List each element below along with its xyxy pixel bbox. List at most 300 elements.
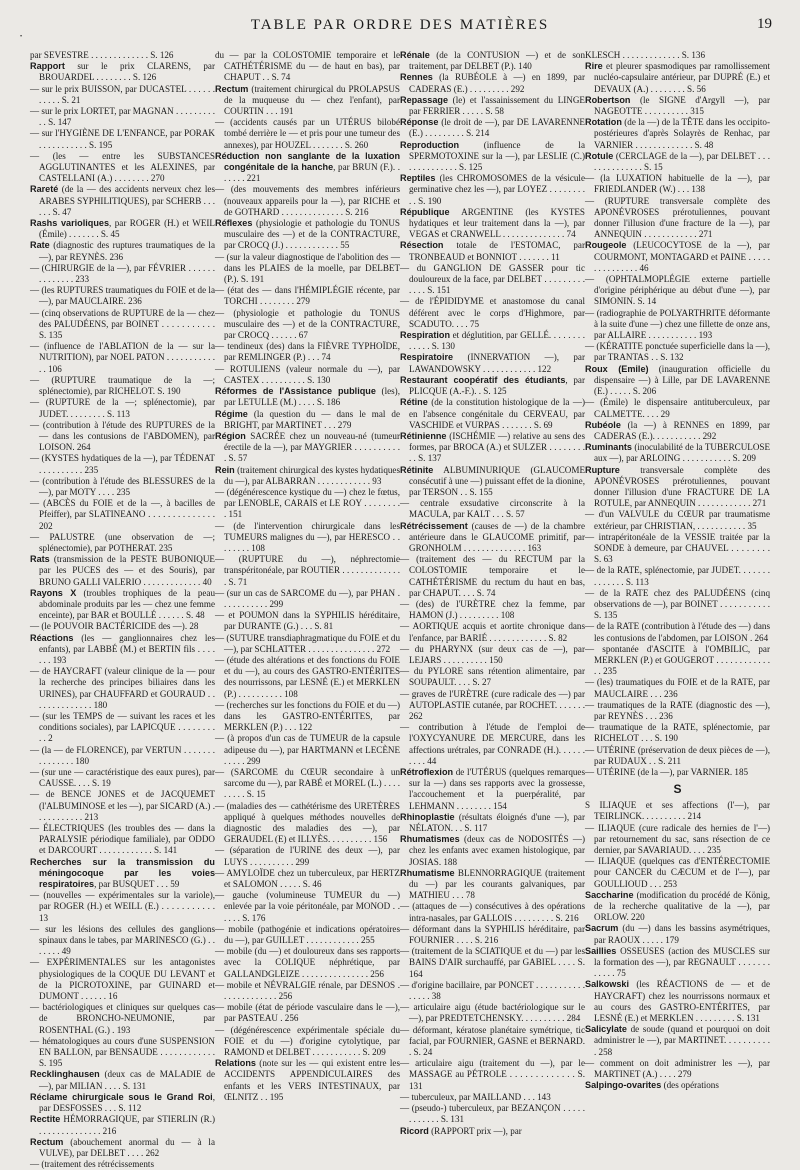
entry-text: — (dégénérescence kystique du —) chez le fœtus, par LENOBLE, CARAIS et LE ROY . . . . . . . . . 151 xyxy=(215,486,400,520)
index-entry xyxy=(30,84,215,106)
entry-text: — ILIAQUE (quelques cas d'ENTÉRECTOMIE pour CANCER du CÆCUM et de l'—), par GOULLIOUD . . . 253 xyxy=(585,856,770,889)
entry-text: — et POUMON dans la SYPHILIS héréditaire, par DURANTE (G.) . . . S. 81 xyxy=(215,610,400,632)
index-entry xyxy=(400,599,585,621)
entry-text: — du PYLORE sans rétention alimentaire, par SOUPAULT. . . . S. 27 xyxy=(400,666,585,688)
entry-text: , par BUSQUET . . . 59 xyxy=(94,879,180,890)
entry-text: — (pseudo-) tuberculeux, par BEZANÇON . . . . . . . . . . . . S. 131 xyxy=(400,1103,585,1125)
entry-text: — centrale exsudative circonscrite à la MACULA, par KALT . . . S. 57 xyxy=(400,498,585,520)
index-entry xyxy=(585,1080,770,1091)
entry-text: — bactériologiques et cliniques sur quelques cas de BRONCHO-NEUMONIE, par ROSENTHAL (G.) . 193 xyxy=(30,1002,215,1035)
index-entry xyxy=(30,789,215,823)
entry-text: (modification du procédé de König, de la recherche qualitative de la —), par ORLOW. 220 xyxy=(594,889,770,923)
entry-text: (résultats éloignés d'une —), par NÉLATON. . . S. 117 xyxy=(409,811,585,834)
entry-text: — (sur une — caractéristique des eaux pures), par CAUSSE. . . . S. 19 xyxy=(30,767,215,789)
entry-text: de l'UTÉRUS (quelques remarques sur la —) dans ses rapports avec la grossesse, l'accouchement et la puerpéralité, par LEHMANN . . . . . . . . 154 xyxy=(409,767,585,811)
entry-text: — de la RATE (contribution à l'étude des —) dans les contusions de l'abdomen, par LOISON . 264 xyxy=(585,621,770,643)
entry-text: — (des mouvements des membres inférieurs (nouveaux appareils pour la —), par RICHE et de GOTHARD . . . . . . . . . . . . . . S. 216 xyxy=(215,184,400,217)
entry-heading: Salicylate xyxy=(585,1024,627,1035)
index-entry xyxy=(400,666,585,688)
entry-heading: Réformes de l'Assistance publique xyxy=(215,386,376,397)
page-number: 19 xyxy=(757,16,772,32)
entry-text: — UTÉRINE (préservation de deux pièces de —), par RUDAUX . . S. 211 xyxy=(585,744,770,766)
entry-heading: Rats xyxy=(30,554,50,565)
index-entry xyxy=(400,465,585,499)
index-entry xyxy=(30,285,215,307)
entry-text: , par DESFOSSES . . . S. 112 xyxy=(39,1091,215,1114)
entry-text: (les RÉACTIONS de — et de HAYCRAFT) chez les nourrissons normaux et au cours des GASTRO-ENTÉRITES, par LESNÉ (E.) et MERKLEN . . . . . . . . . S. 131 xyxy=(594,979,770,1024)
entry-heading: Recherches sur la transmission du méningocoque par les voies respiratoires xyxy=(30,856,215,890)
index-entry xyxy=(400,521,585,555)
entry-text: — (à propos d'un cas de TUMEUR de la capsule adipeuse du —), par HARTMANN et LECÈNE . . . . . 299 xyxy=(215,733,400,766)
entry-text: — graves de l'URÈTRE (cure radicale des —) par AUTOPLASTIE cutanée, par ROCHET. . . . . . . 262 xyxy=(400,688,585,721)
index-entry xyxy=(215,1058,400,1103)
entry-text: (le SIGNE d'Argyll —), par NAGEOTTE . . . . . . . . . . 315 xyxy=(594,94,770,117)
entry-text: — de la RATE chez des PALUDÉENS (cinq observations de —), par BOINET . . . . . . . . . . . S. 135 xyxy=(585,587,770,621)
index-entry xyxy=(400,621,585,643)
index-entry xyxy=(400,901,585,923)
entry-text: (inoculabilité de la TUBERCULOSE aux —), par ARLOING . . . . . . . . . . . S. 209 xyxy=(594,442,770,464)
entry-heading: Réactions xyxy=(30,632,74,643)
entry-text: (des opérations xyxy=(661,1080,719,1091)
index-entry xyxy=(585,364,770,398)
index-entry xyxy=(585,823,770,857)
entry-text: , par PLICQUE (A.-F.). . S. 125 xyxy=(409,374,585,397)
index-entry xyxy=(30,240,215,262)
index-entry xyxy=(400,722,585,767)
index-entry xyxy=(400,207,585,241)
entry-text: — tuberculeux, par MAILLAND . . . 143 xyxy=(400,1091,551,1102)
index-entry xyxy=(585,644,770,678)
entry-heading: Réduction non sanglante de la luxation congénitale de la hanche xyxy=(215,150,400,173)
index-entry xyxy=(585,979,770,1024)
index-entry xyxy=(400,1103,585,1125)
entry-text: (deux cas de NODOSITÉS —) chez les enfants avec examen histologique, par JOSIAS. 188 xyxy=(409,834,585,867)
entry-text: — mobile (état de période vasculaire dans le —), par PASTEAU . 256 xyxy=(215,1002,400,1024)
index-entry xyxy=(585,946,770,980)
entry-text: sur le prix CLARENS, par BROUARDEL . . . . . . . . S. 126 xyxy=(39,61,215,83)
entry-text: — (accidents causés par un UTÉRUS bilobé tombé derrière le — et pris pour une tumeur des annexes), par HOUZEL . . . . . . . S. 260 xyxy=(215,117,400,150)
entry-text: HÉMORRAGIQUE, par STIERLIN (R.) . . . . . . . . . . . . . . 216 xyxy=(39,1114,215,1136)
index-entry xyxy=(400,263,585,297)
entry-text: — (radiographie de POLYARTHRITE déformante à la suite d'une —) chez une fillette de onze ans, par ALLAIRE . . . . . . . . . . . 193 xyxy=(585,307,770,341)
entry-heading: Rashs varioliques xyxy=(30,218,110,229)
entry-heading: Rate xyxy=(30,240,50,251)
index-entry xyxy=(30,957,215,1002)
entry-text: — AORTIQUE acquis et aortite chronique dans l'enfance, par BARIÉ . . . . . . . . . . . . . S. 82 xyxy=(400,621,585,643)
entry-text: (abouchement anormal du — à la VULVE), par DELBET . . . . 262 xyxy=(39,1136,215,1158)
index-entry xyxy=(585,856,770,890)
entry-text: , par BRUN (F.). . . . . . . 221 xyxy=(224,162,400,184)
index-entry xyxy=(215,364,400,386)
index-entry xyxy=(30,397,215,419)
entry-heading: Rénale xyxy=(400,50,430,60)
margin-mark: • xyxy=(20,34,23,40)
entry-text: (les — ganglionnaires chez les enfants), par LABBÉ (M.) et BERTIN fils . . . . . . . 193 xyxy=(39,632,215,665)
entry-heading: Ruminants xyxy=(585,442,632,453)
index-entry xyxy=(585,465,770,510)
entry-heading: Résection xyxy=(400,240,444,251)
entry-heading: Rétrécissement xyxy=(400,520,468,531)
index-entry xyxy=(30,857,215,891)
index-entry xyxy=(30,218,215,240)
index-entry xyxy=(30,341,215,375)
entry-heading: Rire xyxy=(585,61,603,72)
entry-text: par SEVESTRE . . . . . . . . . . . . . S. 126 xyxy=(30,50,174,60)
index-entry xyxy=(215,700,400,734)
page-title: TABLE PAR ORDRE DES MATIÈRES xyxy=(250,17,550,33)
index-entry xyxy=(215,980,400,1002)
index-entry xyxy=(585,420,770,442)
index-entry xyxy=(215,487,400,521)
index-entry xyxy=(585,722,770,744)
entry-text: et pleurer spasmodiques par ramollissement nucléo-capsulaire antérieur, par DUPRÉ (E.) et DEVAUX (A.) . . . . . . . . S. 56 xyxy=(594,61,770,94)
entry-text: — (CHIRURGIE de la —), par FÉVRIER . . . . . . . . . . . . . . 233 xyxy=(30,262,215,285)
entry-heading: Relations xyxy=(215,1058,256,1069)
entry-text: — sur les lésions des cellules des ganglions spinaux dans le tabes, par MARINESCO (G.) . . . . . . . 49 xyxy=(30,923,215,957)
entry-text: — PALUSTRE (une observation de —; splénectomie), par POTHERAT. 235 xyxy=(30,531,215,553)
entry-text: (deux cas de MALADIE de —), par MILIAN . . . . S. 131 xyxy=(39,1069,215,1091)
index-entry xyxy=(585,767,770,778)
index-entry xyxy=(30,745,215,767)
entry-text: (RAPPORT prix —), par xyxy=(428,1125,522,1136)
entry-heading: Régime xyxy=(215,408,248,419)
index-entry xyxy=(585,700,770,722)
index-entry xyxy=(215,184,400,218)
entry-text: totale de l'ESTOMAC, par TRONBEAUD et BONNIOT . . . . . . . 11 xyxy=(409,240,585,262)
index-entry xyxy=(400,375,585,397)
entry-text: — (RUPTURE du —), néphrectomie transpéritonéale, par ROUTIER . . . . . . . . . . . . . . S. 71 xyxy=(215,554,400,587)
index-entry xyxy=(585,50,770,61)
index-entry xyxy=(400,140,585,174)
index-entry xyxy=(400,1058,585,1092)
entry-heading: Rétinite xyxy=(400,464,434,475)
index-entry xyxy=(585,745,770,767)
entry-text: — EXPÉRIMENTALES sur les antagonistes physiologiques de la COQUE DU LEVANT et de la PICROTOXINE, par GUINARD et DUMONT . . . . . . 16 xyxy=(30,957,215,1002)
index-entry xyxy=(400,95,585,117)
entry-text: — (de l'intervention chirurgicale dans les TUMEURS malignes du —), par HERESCO . . . . . . . . 108 xyxy=(215,520,400,553)
entry-text: — (physiologie et pathologie du TONUS musculaire des —) et de la CONTRACTURE, par CROCQ . . . . . . 67 xyxy=(215,307,400,341)
index-entry xyxy=(585,923,770,945)
entry-text: — (RUPTURE traumatique de la —; splénectomie), par RICHELOT. S. 190 xyxy=(30,374,215,397)
entry-heading: Rennes xyxy=(400,72,433,83)
entry-heading: Rhinoplastie xyxy=(400,811,455,822)
index-entry xyxy=(215,341,400,363)
entry-heading: Respiratoire xyxy=(400,352,454,363)
entry-text: — de l'ÉPIDIDYME et anastomose du canal déférent avec le corps d'Highmore, par SCADUTO. . . . 75 xyxy=(400,296,585,329)
entry-text: — déformant, kératose planétaire symétrique, tic facial, par FOURNIER, GASNE et BERNARD. . S. 24 xyxy=(400,1024,585,1058)
entry-text: — (les — entre les SUBSTANCES AGGLUTINANTES et les ALEXINES, par CASTELLANI (A.) . . . . . . . . 270 xyxy=(30,150,215,184)
entry-text: — (la LUXATION habituelle de la —), par FRIEDLANDER (W.) . . . 138 xyxy=(585,173,770,195)
entry-text: — (nouvelles — expérimentales sur la variole), par ROGER (H.) et WEILL (E.) . . . . . . . . . . . 13 xyxy=(30,890,215,923)
index-entry xyxy=(400,72,585,94)
index-entry xyxy=(30,621,215,632)
entry-text: — (les RUPTURES traumatiques du FOIE et de la —), par MAUCLAIRE. 236 xyxy=(30,285,215,307)
entry-text: — (la — de FLORENCE), par VERTUN . . . . . . . . . . . . . . . 180 xyxy=(30,744,215,766)
index-entry xyxy=(400,173,585,207)
index-entry xyxy=(585,151,770,173)
entry-text: — articulaire aigu (traitement du —), par le MASSAGE au PÉTROLE . . . . . . . . . . . . . S. 131 xyxy=(400,1058,585,1091)
index-entry xyxy=(30,453,215,475)
index-entry xyxy=(215,431,400,465)
index-column-3 xyxy=(400,50,585,1136)
entry-heading: Rubéole xyxy=(585,419,621,430)
index-entry xyxy=(585,274,770,308)
entry-text: — ÉLECTRIQUES (les troubles des — dans la PARALYSIE périodique familiale), par ODDO et DARCOURT . . . . . . . . . . . . S. 141 xyxy=(30,823,215,856)
index-column-1 xyxy=(30,50,215,1170)
entry-text: — traumatique de la RATE, splénectomie, par RICHELOT . . . S. 190 xyxy=(585,722,770,744)
entry-text: (INNERVATION —), par LAWANDOWSKY . . . . . . . . . . . . 122 xyxy=(409,352,585,374)
index-entry xyxy=(400,644,585,666)
index-columns xyxy=(30,50,770,1170)
index-entry xyxy=(400,767,585,812)
entry-text: — tendineux (des) dans la FIÈVRE TYPHOÏDE, par REMLINGER (P.) . . . 74 xyxy=(215,341,400,363)
index-entry xyxy=(215,588,400,610)
entry-text: — hématologiques au cours d'une SUSPENSION EN BALLON, par BENSAUDE . . . . . . . . . . . . S. 195 xyxy=(30,1035,215,1069)
entry-heading: Rétroflexion xyxy=(400,767,454,777)
index-entry xyxy=(400,498,585,520)
index-entry xyxy=(215,890,400,924)
index-entry xyxy=(30,1002,215,1036)
entry-heading: Reptiles xyxy=(400,173,436,184)
entry-text: (le) et l'assainissement du LINGE par FERRIER . . . . . S. 58 xyxy=(409,94,585,117)
index-entry xyxy=(30,767,215,789)
index-entry xyxy=(30,375,215,397)
entry-text: — AMYLOÏDE chez un tuberculeux, par HERTZ et SALOMON . . . . . S. 46 xyxy=(215,867,400,890)
entry-text: (inauguration officielle du dispensaire —) à Lille, par DE LAVARENNE (E.) . . . . . S. 206 xyxy=(594,363,770,397)
entry-text: (les), par LETULLE (M.) . . . . S. 186 xyxy=(224,386,400,408)
index-entry xyxy=(215,1025,400,1059)
index-entry xyxy=(30,823,215,857)
index-entry xyxy=(400,352,585,374)
index-entry xyxy=(585,95,770,117)
index-entry xyxy=(400,117,585,139)
entry-heading: Rotation xyxy=(585,117,622,128)
entry-heading: Rein xyxy=(215,464,235,475)
index-entry xyxy=(30,1036,215,1070)
index-entry xyxy=(30,263,215,285)
index-entry xyxy=(585,890,770,924)
entry-text: (le droit de —), par DE LAVARENNE (E.) . . . . . . . . . S. 214 xyxy=(409,117,585,139)
index-entry xyxy=(30,50,215,61)
index-entry xyxy=(585,509,770,531)
entry-text: — de HAYCRAFT (valeur clinique de la — pour la recherche des principes biliaires dans les URINES), par CHAUFFARD et GOURAUD . . . . . . . . . . . . . . 180 xyxy=(30,666,215,710)
index-entry xyxy=(400,834,585,868)
entry-text: (de la constitution histologique de la —) en l'absence congénitale du CERVEAU, par VASCHIDE et VURPAS . . . . . . . S. 69 xyxy=(409,397,585,430)
index-entry xyxy=(30,890,215,924)
entry-text: (de la —) de la TÊTE dans les occipito-postérieures d'après Solayrès de Renhac, par VARNIER . . . . . . . . . . . . . S. 48 xyxy=(594,117,770,150)
entry-heading: Rétine xyxy=(400,397,428,408)
entry-text: — (ABCÈS du FOIE et de la —, à bacilles de Pfeiffer), par SLATINEANO . . . . . . . . . . . . . . 202 xyxy=(30,498,215,531)
entry-text: — (KYSTES hydatiques de la —), par TÉDENAT . . . . . . . . . . 235 xyxy=(30,453,215,475)
entry-text: , par ROGER (H.) et WEIL (Émile) . . . . . . . S. 45 xyxy=(39,218,215,240)
index-entry xyxy=(585,621,770,643)
entry-heading: Saillies xyxy=(585,945,617,956)
index-entry xyxy=(585,800,770,822)
index-entry xyxy=(585,61,770,95)
entry-heading: Ricord xyxy=(400,1125,429,1136)
entry-text: — (séparation de l'URINE des deux —), par LUYS . . . . . . . . . . 299 xyxy=(215,845,400,867)
index-entry xyxy=(400,554,585,599)
index-entry xyxy=(30,151,215,185)
entry-heading: Rectite xyxy=(30,1114,61,1125)
index-entry xyxy=(30,1159,215,1170)
entry-heading: Rétinienne xyxy=(400,430,447,441)
entry-heading: Restaurant coopératif des étudiants xyxy=(400,374,566,385)
index-entry xyxy=(585,117,770,151)
entry-text: — du GANGLION DE GASSER pour tic douloureux de la face, par DELBET . . . . . . . . . . . . . S. 151 xyxy=(400,262,585,296)
index-entry xyxy=(215,868,400,890)
entry-text: — sur le prix LORTET, par MAGNAN . . . . . . . . . . . S. 147 xyxy=(30,106,215,128)
index-entry xyxy=(30,532,215,554)
entry-text: — (traitement de la SCIATIQUE et du —) par les BAINS D'AIR surchauffé, par GABIEL . . . . S. 164 xyxy=(400,946,585,979)
index-entry xyxy=(400,296,585,330)
entry-heading: Rhumatismes xyxy=(400,834,460,845)
entry-heading: Reproduction xyxy=(400,139,460,150)
entry-text: — (sur un cas de SARCOME du —), par PHAN . . . . . . . . . . . 299 xyxy=(215,587,400,609)
index-entry xyxy=(400,397,585,431)
index-entry xyxy=(215,84,400,118)
index-entry xyxy=(30,476,215,498)
entry-text: — (OPHTALMOPLÉGIE externe partielle d'origine périphérique au début d'une —), par SIMONIN. S. 14 xyxy=(585,274,770,307)
index-entry xyxy=(215,465,400,487)
entry-text: transversale complète des APONÉVROSES prérotuliennes, pouvant donner l'illusion d'une FRACTURE DE LA ROTULE, par ANNEQUIN . . . . . . . . . . . . 271 xyxy=(594,464,770,509)
entry-text: — spontanée d'ASCITE à l'OMBILIC, par MERKLEN (P.) et GOUGEROT . . . . . . . . . . . . . . 235 xyxy=(585,643,770,677)
entry-text: (note sur les — qui existent entre les ACCIDENTS APPENDICULAIRES des enfants et les VERS INTESTINAUX, par ŒLNITZ . . 195 xyxy=(224,1058,400,1102)
index-column-4 xyxy=(585,50,770,1105)
entry-heading: Rectum xyxy=(30,1136,64,1147)
entry-text: — comment on doit administrer les —), par MARTINET (A.) . . . . 279 xyxy=(585,1057,770,1080)
index-entry xyxy=(215,946,400,980)
entry-text: ALBUMINURIQUE (GLAUCOME consécutif à une —) puissant effet de la dionine, par TERSON . . S. 155 xyxy=(409,464,585,497)
entry-heading: Repassage xyxy=(400,94,449,105)
entry-heading: Saccharine xyxy=(585,889,634,900)
entry-text: — articulaire aigu (étude bactériologique sur le —), par PREDTETCHENSKY. . . . . . . . . . 284 xyxy=(400,1002,585,1024)
entry-text: (de la CONTUSION —) et de son traitement, par DELBET (P.). 140 xyxy=(409,50,585,72)
entry-heading: Rupture xyxy=(585,464,620,475)
entry-text: (traitement chirurgical des kystes hydatiques du —), par ALBARRAN . . . . . . . . . . . . 93 xyxy=(224,464,400,486)
entry-heading: République xyxy=(400,206,450,217)
index-entry xyxy=(400,1092,585,1103)
entry-text: — (état des — dans l'HÉMIPLÉGIE récente, par TORCHI . . . . . . . . 279 xyxy=(215,285,400,307)
entry-text: — intrapéritonéale de la VESSIE traitée par la SONDE à demeure, par CHAUVEL . . . . . . . . S. 63 xyxy=(585,531,770,565)
index-entry xyxy=(400,1025,585,1059)
entry-text: (la RUBÉOLE à —) en 1899, par CADERAS (E.) . . . . . . . . . 292 xyxy=(409,72,585,94)
entry-heading: Rhumatisme xyxy=(400,867,455,878)
entry-text: (la —) à RENNES en 1899, par CADERAS (E.). . . . . . . . . . . 292 xyxy=(594,419,770,441)
entry-heading: Salpingo-ovarites xyxy=(585,1080,662,1091)
index-entry xyxy=(400,330,585,352)
entry-text: — mobile (pathogénie et indications opératoires du —), par GUILLET . . . . . . . . . . . . 255 xyxy=(215,923,400,946)
entry-text: — (contribution à l'étude des RUPTURES de la — dans les contusions de l'ABDOMEN), par LOISON. 264 xyxy=(30,419,215,453)
index-entry xyxy=(215,733,400,767)
entry-heading: Respiration xyxy=(400,330,451,341)
entry-heading: Réponse xyxy=(400,117,439,128)
entry-text: (de la — des accidents nerveux chez les ARABES SYPHILITIQUES), par SCHERB . . . . . . S. 47 xyxy=(39,184,215,217)
entry-text: — (sur les TEMPS de — suivant les races et les conditions sociales), par LAPICQUE . . . . . . . . . . 2 xyxy=(30,710,215,744)
index-entry xyxy=(215,1002,400,1024)
index-entry xyxy=(30,1137,215,1159)
index-entry xyxy=(215,285,400,307)
entry-text: KLESCH . . . . . . . . . . . . . S. 136 xyxy=(585,50,705,60)
entry-text: (LEUCOCYTOSE de la —), par COURMONT, MONTAGARD et PAINE . . . . . . . . . . . . . . . 46 xyxy=(594,240,770,273)
index-entry xyxy=(215,845,400,867)
index-entry xyxy=(30,1069,215,1091)
entry-text: — sur l'HYGIÈNE DE L'ENFANCE, par PORAK . . . . . . . . . . . S. 195 xyxy=(30,128,215,150)
entry-text: — (Émile) le dispensaire antituberculeux, par CALMETTE. . . . 29 xyxy=(585,397,770,419)
entry-text: (la question du — dans le mal de BRIGHT, par MARTINET . . . 279 xyxy=(224,408,400,430)
index-entry xyxy=(215,409,400,431)
entry-text: — (sur la valeur diagnostique de l'abolition des — dans les PLAIES de la moelle, par DELBET (P.). S. 191 xyxy=(215,251,400,285)
entry-text: — traumatiques de la RATE (diagnostic des —), par REYNÈS . . . 236 xyxy=(585,699,770,721)
index-entry xyxy=(30,633,215,667)
entry-text: — (dégénérescence expérimentale spéciale du FOIE et du —) d'origine cytolytique, par RAMOND et DELBET . . . . . . . . . . . S. 209 xyxy=(215,1024,400,1058)
entry-text: — mobile et NÉVRALGIE rénale, par DESNOS . . . . . . . . . . . . . 256 xyxy=(215,979,400,1002)
index-entry xyxy=(215,117,400,151)
index-entry xyxy=(30,1092,215,1114)
entry-text: — (étude des altérations et des fonctions du FOIE et du —), au cours des GASTRO-ENTÉRITES des nourrissons, par LESNÉ (E.) et MERKLEN (P.) . . . . . . . . . . 108 xyxy=(215,654,400,699)
entry-text: — de la RATE, splénectomie, par JUDET. . . . . . . . . . . . . . S. 113 xyxy=(585,565,770,587)
index-entry xyxy=(585,397,770,419)
index-entry xyxy=(215,924,400,946)
entry-text: — du PHARYNX (sur deux cas de —), par LEJARS . . . . . . . . . . 150 xyxy=(400,643,585,665)
entry-heading: Réflexes xyxy=(215,218,253,229)
entry-heading: Réclame chirurgicale sous le Grand Roi xyxy=(30,1091,213,1102)
entry-text: — gauche (volumineuse TUMEUR du —) enlevée par la voie péritonéale, par MONOD . . . . . . S. 176 xyxy=(215,890,400,923)
entry-text: (CERCLAGE de la —), par DELBET . . . . . . . . . . . . . . S. 15 xyxy=(594,150,770,173)
entry-text: — (influence de l'ABLATION de la — sur la NUTRITION), par NOEL PATON . . . . . . . . . . . . . 106 xyxy=(30,341,215,374)
entry-text: — (RUPTURE transversale complète des APONÉVROSES prérotuliennes, pouvant donner l'illusion d'une fracture de la —), par ANNEQUIN . . . . . . . . . . . . 271 xyxy=(585,195,770,240)
entry-text: — (cinq observations de RUPTURE de la — chez des PALUDÉENS, par BOINET . . . . . . . . . . . S. 135 xyxy=(30,307,215,341)
index-entry xyxy=(30,554,215,588)
index-entry xyxy=(30,924,215,958)
entry-text: du — par la COLOSTOMIE temporaire et le CATHÉTÉRISME du — de haut en bas), par CHAPUT . . S. 74 xyxy=(215,50,400,83)
entry-text: (physiologie et pathologie du TONUS musculaire des —) et de la CONTRACTURE, par CROCQ (J.) . . . . . . . . . . . . 55 xyxy=(224,218,400,251)
index-entry xyxy=(400,431,585,465)
index-entry xyxy=(30,106,215,128)
index-entry xyxy=(585,532,770,566)
index-entry xyxy=(215,767,400,801)
index-entry xyxy=(215,633,400,655)
entry-text: — (des) de l'URÈTRE chez la femme, par HAMON (J.) . . . . . . . . . 108 xyxy=(400,598,585,621)
index-column-2 xyxy=(215,50,400,1105)
entry-text: — déformant dans la SYPHILIS héréditaire, par FOURNIER . . . . S. 216 xyxy=(400,923,585,946)
entry-text: — d'origine bacillaire, par PONCET . . . . . . . . . . . . . . . . 38 xyxy=(400,979,585,1002)
index-entry xyxy=(400,980,585,1002)
index-entry xyxy=(30,184,215,218)
entry-heading: Roux (Emile) xyxy=(585,363,649,374)
entry-text: (diagnostic des ruptures traumatiques de la —), par REYNÈS. 236 xyxy=(39,240,215,262)
entry-text: — (recherches sur les fonctions du FOIE et du —) dans les GASTRO-ENTÉRITES, par MERKLEN (P.) . . . 122 xyxy=(215,699,400,733)
index-entry xyxy=(585,196,770,241)
index-entry xyxy=(585,240,770,274)
entry-text: S ILIAQUE et ses affections (l'—), par TEIRLINCK. . . . . . . . . . 214 xyxy=(585,800,770,822)
entry-text: — de BENCE JONES et de JACQUEMET (l'ALBUMINOSE et les —), par SICARD (A.) . . . . . . . . . . . 213 xyxy=(30,789,215,822)
entry-text: (ISCHÉMIE —) relative au sens des formes, par BROCA (A.) et SULZER . . . . . . . . . . S. 137 xyxy=(409,430,585,464)
index-entry xyxy=(215,218,400,252)
entry-text: — sur le prix BUISSON, par DUCASTEL . . . . . . . . . . . S. 21 xyxy=(30,83,215,105)
entry-text: — d'un VALVULE du CŒUR par traumatisme extérieur, par CHRISTIAN, . . . . . . . . . . . 35 xyxy=(585,509,770,531)
index-entry xyxy=(400,240,585,262)
entry-text: — (traitement des rétrécissements xyxy=(30,1159,154,1170)
entry-heading: Sacrum xyxy=(585,923,619,934)
index-entry xyxy=(215,151,400,185)
index-entry xyxy=(400,924,585,946)
entry-text: — (SARCOME du CŒUR secondaire à un sarcome du —), par RABÉ et MOREL (L.) . . . . . . . . . S. 15 xyxy=(215,767,400,800)
entry-text: — (le POUVOIR BACTÉRICIDE des —). 28 xyxy=(30,621,199,632)
index-entry xyxy=(215,610,400,632)
entry-heading: Rayons X xyxy=(30,587,77,598)
index-entry xyxy=(585,173,770,195)
